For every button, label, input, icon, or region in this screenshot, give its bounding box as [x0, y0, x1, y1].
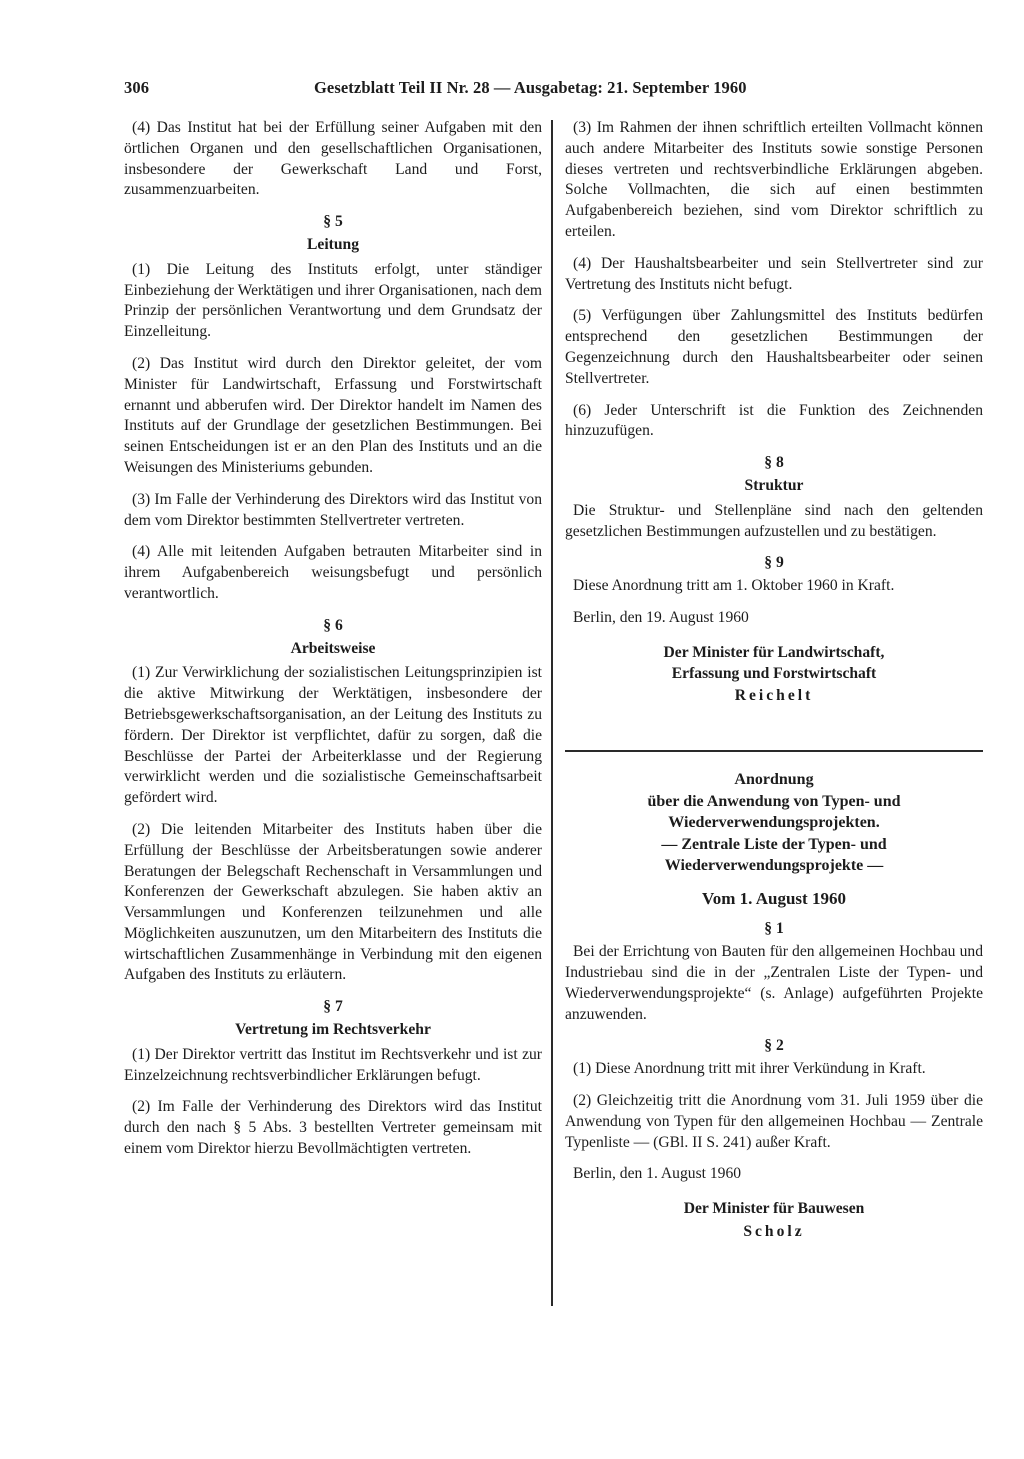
page-number: 306	[124, 78, 150, 97]
ordinance-date: Vom 1. August 1960	[702, 888, 846, 908]
section-heading: § 8	[764, 454, 784, 472]
paragraph: (4) Alle mit leitenden Aufgaben betrauten Mitarbeiter sind in ihrem Aufgabenbereich weisungsbefugt und persönlich verantwortlich.	[124, 543, 542, 602]
section-heading: § 9	[764, 554, 784, 572]
section-title: Leitung	[307, 235, 359, 253]
ordinance-title: Anordnung	[734, 771, 814, 789]
paragraph: (3) Im Rahmen der ihnen schriftlich erteilten Vollmacht können auch andere Mitarbeiter des Instituts sowie sonstige Personen dieses vertreten und rechtsverbindliche Erklärungen abgeben. Solche Vollmachten, die sich auf einen bestimmten Aufgabenbereich beziehen, sind vom Direktor schriftlich zu erteilen.	[565, 119, 983, 240]
paragraph: (2) Gleichzeitig tritt die Anordnung vom 31. Juli 1959 über die Anwendung von Typen für den allgemeinen Hochbau — Zentrale Typenliste — (GBl. II S. 241) außer Kraft.	[565, 1092, 983, 1151]
date-line: Berlin, den 19. August 1960	[573, 608, 749, 626]
minister-title: Der Minister für Landwirtschaft,	[663, 643, 885, 661]
paragraph: (2) Die leitenden Mitarbeiter des Instituts haben über die Erfüllung der Beschlüsse der Arbeitsberatungen sowie anderer Beratungen der Belegschaft Rechenschaft in Versammlungen und Konferenzen der Gewerkschaft abzulegen. Sie haben aktiv an Versammlungen und Konferenzen teilzunehmen und alle Möglichkeiten auszunutzen, um den Mitarbeitern des Instituts die wirtschaftlichen Zusammenhänge in Verbindung mit den eigenen Aufgaben des Instituts zu erläutern.	[124, 820, 542, 984]
paragraph: Diese Anordnung tritt am 1. Oktober 1960 in Kraft.	[573, 577, 895, 595]
paragraph: (4) Das Institut hat bei der Erfüllung seiner Aufgaben mit den örtlichen Organen und den gesellschaftlichen Organisationen, insbesondere der Gewerkschaft Land und Forst, zusammenzuarbeiten.	[124, 119, 542, 199]
date-line: Berlin, den 1. August 1960	[573, 1165, 742, 1183]
column-divider	[551, 120, 553, 1306]
paragraph: (2) Das Institut wird durch den Direktor geleitet, der vom Minister für Landwirtschaft, Erfassung und Forstwirtschaft ernannt und abberufen wird. Der Direktor handelt im Namen des Instituts auf der Grundlage der gesetzlichen Bestimmungen. Bei seinen Entscheidungen ist er an den Plan des Instituts und an die Weisungen des Ministeriums gebunden.	[124, 354, 542, 476]
section-heading: § 1	[764, 920, 784, 938]
section-heading: § 5	[323, 213, 343, 231]
page-header	[124, 78, 814, 98]
paragraph: Bei der Errichtung von Bauten für den allgemeinen Hochbau und Industriebau sind die in der „Zentralen Liste der Typen- und Wiederverwendungsprojekte“ (s. Anlage) aufgeführten Projekte anzuwenden.	[565, 943, 983, 1023]
paragraph: (6) Jeder Unterschrift ist die Funktion des Zeichnenden hinzuzufügen.	[565, 401, 983, 440]
signatory-name: Reichelt	[734, 687, 814, 705]
minister-title: Der Minister für Bauwesen	[683, 1200, 865, 1218]
section-heading: § 7	[323, 998, 343, 1016]
paragraph: (1) Diese Anordnung tritt mit ihrer Verkündung in Kraft.	[573, 1060, 926, 1078]
paragraph: Die Struktur- und Stellenpläne sind nach den geltenden gesetzlichen Bestimmungen aufzustellen und zu bestätigen.	[565, 501, 983, 540]
paragraph: (1) Der Direktor vertritt das Institut im Rechtsverkehr und ist zur Einzelzeichnung rechtsverbindlicher Erklärungen befugt.	[124, 1045, 542, 1084]
ordinance-subtitle: — Zentrale Liste der Typen- und Wiederverwendungsprojekte —	[661, 835, 887, 875]
paragraph: (1) Zur Verwirklichung der sozialistischen Leitungsprinzipien ist die aktive Mitwirkung der Werktätigen, insbesondere der Betriebsgewerkschaftsorganisation, an der Leitung des Instituts zu fördern. Der Direktor ist verpflichtet, dafür zu sorgen, daß die Beschlüsse der Partei der Arbeiterklasse und der Regierung verwirklicht werden und die sozialistische Gemeinschaftsarbeit gefördert wird.	[124, 664, 542, 807]
paragraph: (3) Im Falle der Verhinderung des Direktors wird das Institut von dem vom Direktor bestimmten Stellvertreter vertreten.	[124, 490, 542, 529]
section-heading: § 6	[323, 616, 343, 634]
section-title: Arbeitsweise	[290, 639, 376, 657]
section-divider	[565, 750, 983, 752]
left-column	[124, 118, 542, 1171]
paragraph: (2) Im Falle der Verhinderung des Direktors wird das Institut durch den nach § 5 Abs. 3 bestellten Vertreter gemeinsam mit einem vom Direktor hierzu Bevollmächtigten vertreten.	[124, 1098, 542, 1158]
running-title: Gesetzblatt Teil II Nr. 28 — Ausgabetag: 21. September 1960	[314, 78, 747, 97]
section-title: Vertretung im Rechtsverkehr	[235, 1021, 431, 1039]
signatory-name: Scholz	[743, 1222, 805, 1240]
section-title: Struktur	[744, 476, 804, 494]
paragraph: (5) Verfügungen über Zahlungsmittel des Instituts bedürfen entsprechend den gesetzlichen Bestimmungen der Gegenzeichnung durch den Haushaltsbearbeiter oder seinen Stellvertreter.	[565, 307, 983, 387]
minister-title: Erfassung und Forstwirtschaft	[671, 664, 877, 682]
right-column	[565, 118, 983, 1243]
paragraph: (1) Die Leitung des Instituts erfolgt, unter ständiger Einbeziehung der Werktätigen und ihrer Organisationen, nach dem Prinzip der persönlichen Verantwortung und dem Grundsatz der Einzelleitung.	[124, 260, 542, 341]
paragraph: (4) Der Haushaltsbearbeiter und sein Stellvertreter sind zur Vertretung des Instituts nicht befugt.	[565, 254, 983, 293]
section-heading: § 2	[764, 1037, 784, 1055]
ordinance-subtitle: über die Anwendung von Typen- und Wiederverwendungsprojekten.	[647, 792, 901, 832]
